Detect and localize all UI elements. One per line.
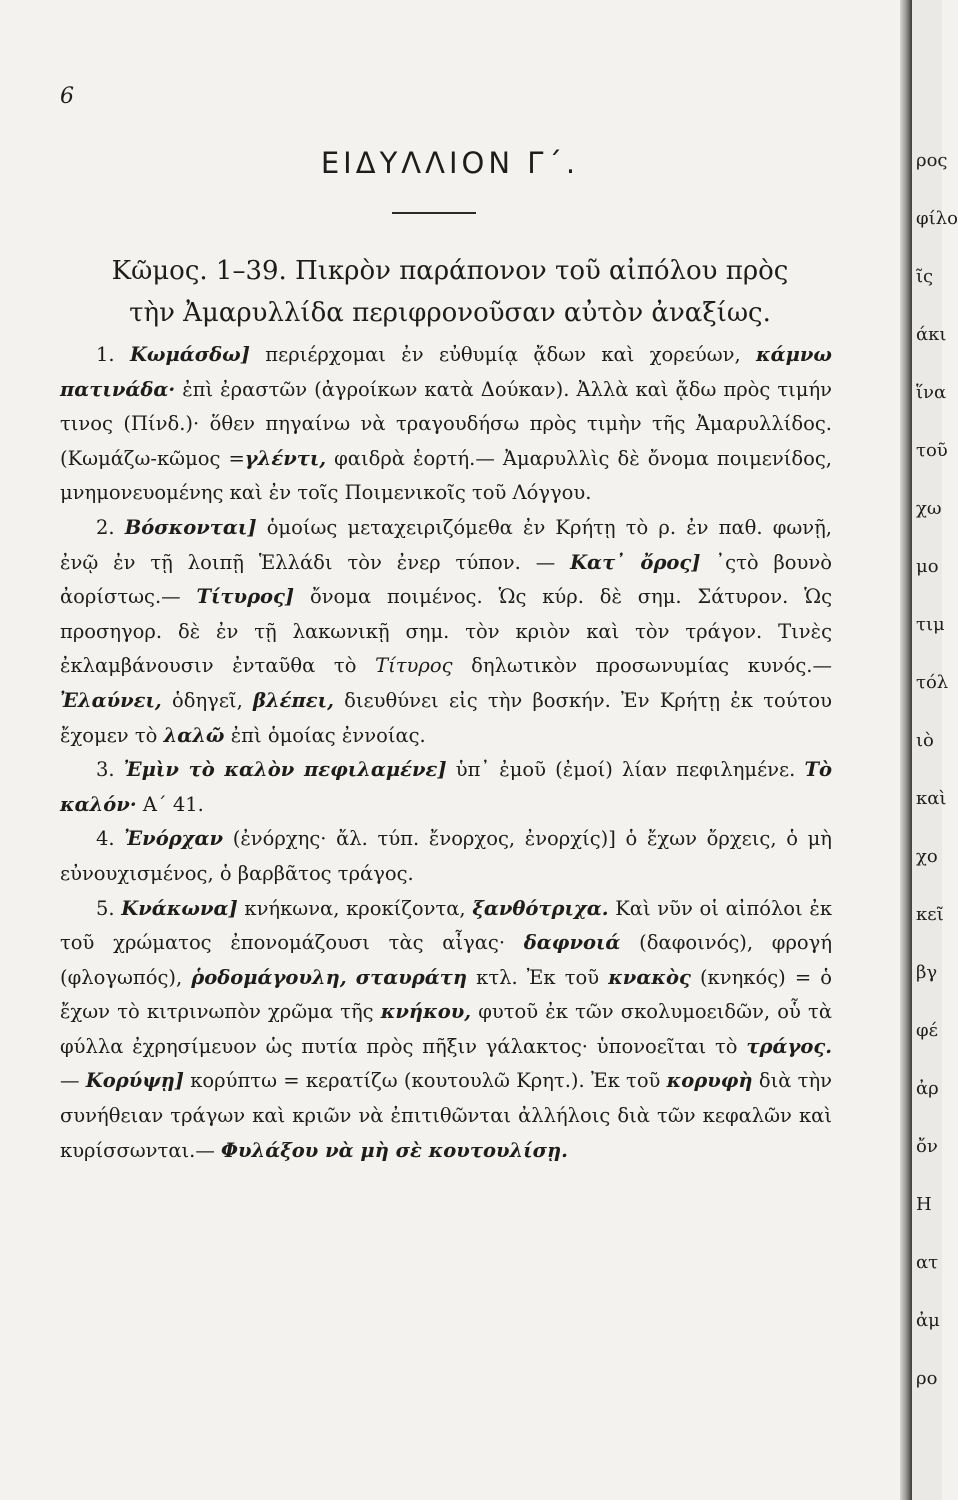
lemma: ῥοδομάγουλη, <box>191 965 347 989</box>
note-text: δηλωτικὸν προσωνυμίας κυνός.— <box>452 654 832 678</box>
note-text: ἐπὶ ἐραστῶν (ἀγροίκων κατὰ Δούκαν). Ἀλλὰ καὶ ᾄδω πρὸς τιμήν τινος (Πίνδ.)· ὅθεν πηγαίνω νὰ τραγουδήσω πρὸς τιμὴν τῆς Ἀμαρυλλίδος. (Κωμάζω-κῶμος <box>60 377 832 470</box>
summary-line-1: Κῶμος. 1–39. Πικρὸν παράπονον τοῦ αἰπόλου πρὸς <box>111 256 789 286</box>
note-text: — <box>60 1069 86 1093</box>
note-number: 5. <box>96 896 122 920</box>
facing-page-fragment: τιμ <box>916 614 945 635</box>
lemma: Ἐλαύνει, <box>60 688 162 712</box>
lemma: Κορύψῃ] <box>85 1069 184 1093</box>
note-text: ὁμοίως μεταχειριζόμεθα ἐν Κρήτῃ τὸ ρ. ἐν παθ. φωνῇ, ἐνῷ ἐν τῇ λοιπῇ Ἑλλάδι τὸν ἐνερ τύπον. — <box>60 515 833 574</box>
lemma: κνήκου, <box>380 1000 472 1024</box>
lemma: Τίτυρος <box>375 654 453 678</box>
lemma: ξανθότριχα. <box>472 896 609 920</box>
facing-page-fragment: τοῦ <box>916 440 948 461</box>
note-text: (κνηκός) = ὁ ἔχων τὸ κιτρινωπὸν χρῶμα τῆς <box>60 965 833 1024</box>
facing-page-fragment: ὄν <box>916 1136 938 1157</box>
note-text: ᾽ςτὸ βουνὸ ἀορίστως.— <box>60 550 832 609</box>
note-text: ὑπ᾽ ἐμοῦ (ἐμοί) λίαν πεφιλημένε. <box>446 758 805 782</box>
lemma: Ἐμὶν τὸ καλὸν πεφιλαμένε] <box>123 758 447 782</box>
lemma: τράγος. <box>746 1034 832 1058</box>
note-2 <box>60 511 832 753</box>
facing-page-fragment: χω <box>916 498 942 519</box>
note-number: 4. <box>96 827 125 851</box>
facing-page-fragment: χο <box>916 846 938 867</box>
facing-page-fragment: ἀρ <box>916 1078 939 1099</box>
lemma: Βόσκονται] <box>124 515 257 539</box>
note-text <box>347 966 356 989</box>
lemma: Κωμάσδω] <box>129 343 250 366</box>
summary <box>60 250 840 334</box>
facing-page-fragment: φίλο <box>916 208 958 229</box>
summary-line-2: τὴν Ἀμαρυλλίδα περιφρονοῦσαν αὐτὸν ἀναξίως. <box>129 298 771 328</box>
facing-page-fragment: ἵνα <box>916 382 947 403</box>
note-text: Α΄ 41. <box>136 792 204 816</box>
equals-sign: = <box>228 446 245 470</box>
facing-page-fragment: φέ <box>916 1020 938 1041</box>
note-text: διὰ τὴν συνήθειαν τράγων καὶ κριῶν νὰ ἐπιτιθῶνται ἀλλήλοις διὰ τῶν κεφαλῶν καὶ κυρίσσωνται.— <box>60 1069 833 1162</box>
note-text: Καὶ νῦν οἱ αἰπόλοι ἐκ τοῦ χρώματος ἐπονομάζουσι τὰς αἶγας· <box>60 896 833 955</box>
facing-page-fragment: Η <box>916 1194 932 1215</box>
facing-page-fragment: ατ <box>916 1252 939 1273</box>
note-text: φυτοῦ ἐκ τῶν σκολυμοειδῶν, οὗ τὰ φύλλα ἐχρησίμευον ὡς πυτία πρὸς πῆξιν γάλακτος· ὑπονοεῖται τὸ <box>60 1000 832 1058</box>
note-text: περιέρχομαι ἐν εὐθυμίᾳ ᾄδων καὶ χορεύων, <box>249 343 756 366</box>
lemma: κνακὸς <box>608 965 691 989</box>
facing-page-fragment: κεῖ <box>916 904 944 925</box>
note-3 <box>60 753 832 822</box>
note-number: 1. <box>96 343 130 366</box>
note-text: κνήκωνα, κροκίζοντα, <box>237 896 473 920</box>
facing-page-fragment: ῖς <box>916 266 934 287</box>
note-text: ὄνομα ποιμένος. Ὡς κύρ. δὲ σημ. Σάτυρον. Ὡς προσηγορ. δὲ ἐν τῇ λακωνικῇ σημ. τὸν κριὸν καὶ τὸν τράγον. Τινὲς ἐκλαμβάνουσιν ἐνταῦθα τὸ <box>60 585 832 678</box>
note-text: διευθύνει εἰς τὴν βοσκήν. Ἐν Κρήτῃ ἐκ τούτου ἔχομεν τὸ <box>60 688 832 747</box>
note-text: ὁδηγεῖ, <box>161 688 254 712</box>
note-text: (ἐνόρχης· ἄλ. τύπ. ἔνορχος, ἐνορχίς)] ὁ ἔχων ὄρχεις, ὁ μὴ εὐνουχισμένος, ὁ βαρβᾶτος τράγος. <box>60 827 832 885</box>
lemma: γλέντι, <box>244 446 327 470</box>
facing-page-edge <box>912 0 958 1500</box>
note-text: κορύπτω = κερατίζω (κουτουλῶ Κρητ.). Ἐκ τοῦ <box>183 1069 667 1093</box>
title-rule <box>392 212 476 214</box>
book-spine <box>900 0 912 1500</box>
facing-page-fragment: ρο <box>916 1368 938 1389</box>
note-text: ἐπὶ ὁμοίας ἐννοίας. <box>224 723 426 747</box>
lemma: Τίτυρος] <box>196 585 295 609</box>
lemma: Φυλάξου νὰ μὴ σὲ κουτουλίσῃ. <box>221 1138 568 1162</box>
lemma: κάμνω πατινάδα· <box>60 343 832 401</box>
facing-page-fragment: μο <box>916 556 939 577</box>
note-number: 3. <box>96 758 124 782</box>
lemma: σταυράτη <box>355 965 468 989</box>
facing-page-fragment: ρος <box>916 150 948 171</box>
lemma: δαφνοιά <box>523 931 621 955</box>
facing-page-fragment: ἀμ <box>916 1310 940 1331</box>
lemma: Κατ᾽ ὄρος] <box>570 550 701 574</box>
note-text: (δαφοινός), φρογή (φλογωπός), <box>60 931 832 989</box>
note-5 <box>60 892 832 1169</box>
commentary <box>60 338 832 1168</box>
facing-page-fragment: ιὸ <box>916 730 934 751</box>
facing-page-fragment: τόλ <box>916 672 949 693</box>
page-number: 6 <box>60 84 74 109</box>
note-text: φαιδρὰ ἑορτή.— Ἀμαρυλλὶς δὲ ὄνομα ποιμενίδος, μνημονευομένης καὶ ἐν τοῖς Ποιμενικοῖς τοῦ Λόγγου. <box>60 446 832 505</box>
lemma: λαλῶ <box>163 723 225 747</box>
lemma: κορυφὴ <box>666 1069 753 1093</box>
page-title: ΕΙΔΥΛΛΙΟΝ Γ΄. <box>320 146 580 180</box>
facing-page-fragment: άκι <box>916 324 947 345</box>
lemma: Τὸ καλόν· <box>60 758 832 816</box>
facing-page-fragment: καὶ <box>916 788 947 809</box>
lemma: Ἐνόρχαν <box>124 827 224 851</box>
lemma: βλέπει, <box>253 688 334 712</box>
note-text: κτλ. Ἐκ τοῦ <box>467 965 609 989</box>
facing-page-fragment: βγ <box>916 962 938 983</box>
lemma: Κνάκωνα] <box>121 896 238 920</box>
note-1 <box>60 338 832 511</box>
note-4 <box>60 822 832 891</box>
note-number: 2. <box>96 515 125 539</box>
